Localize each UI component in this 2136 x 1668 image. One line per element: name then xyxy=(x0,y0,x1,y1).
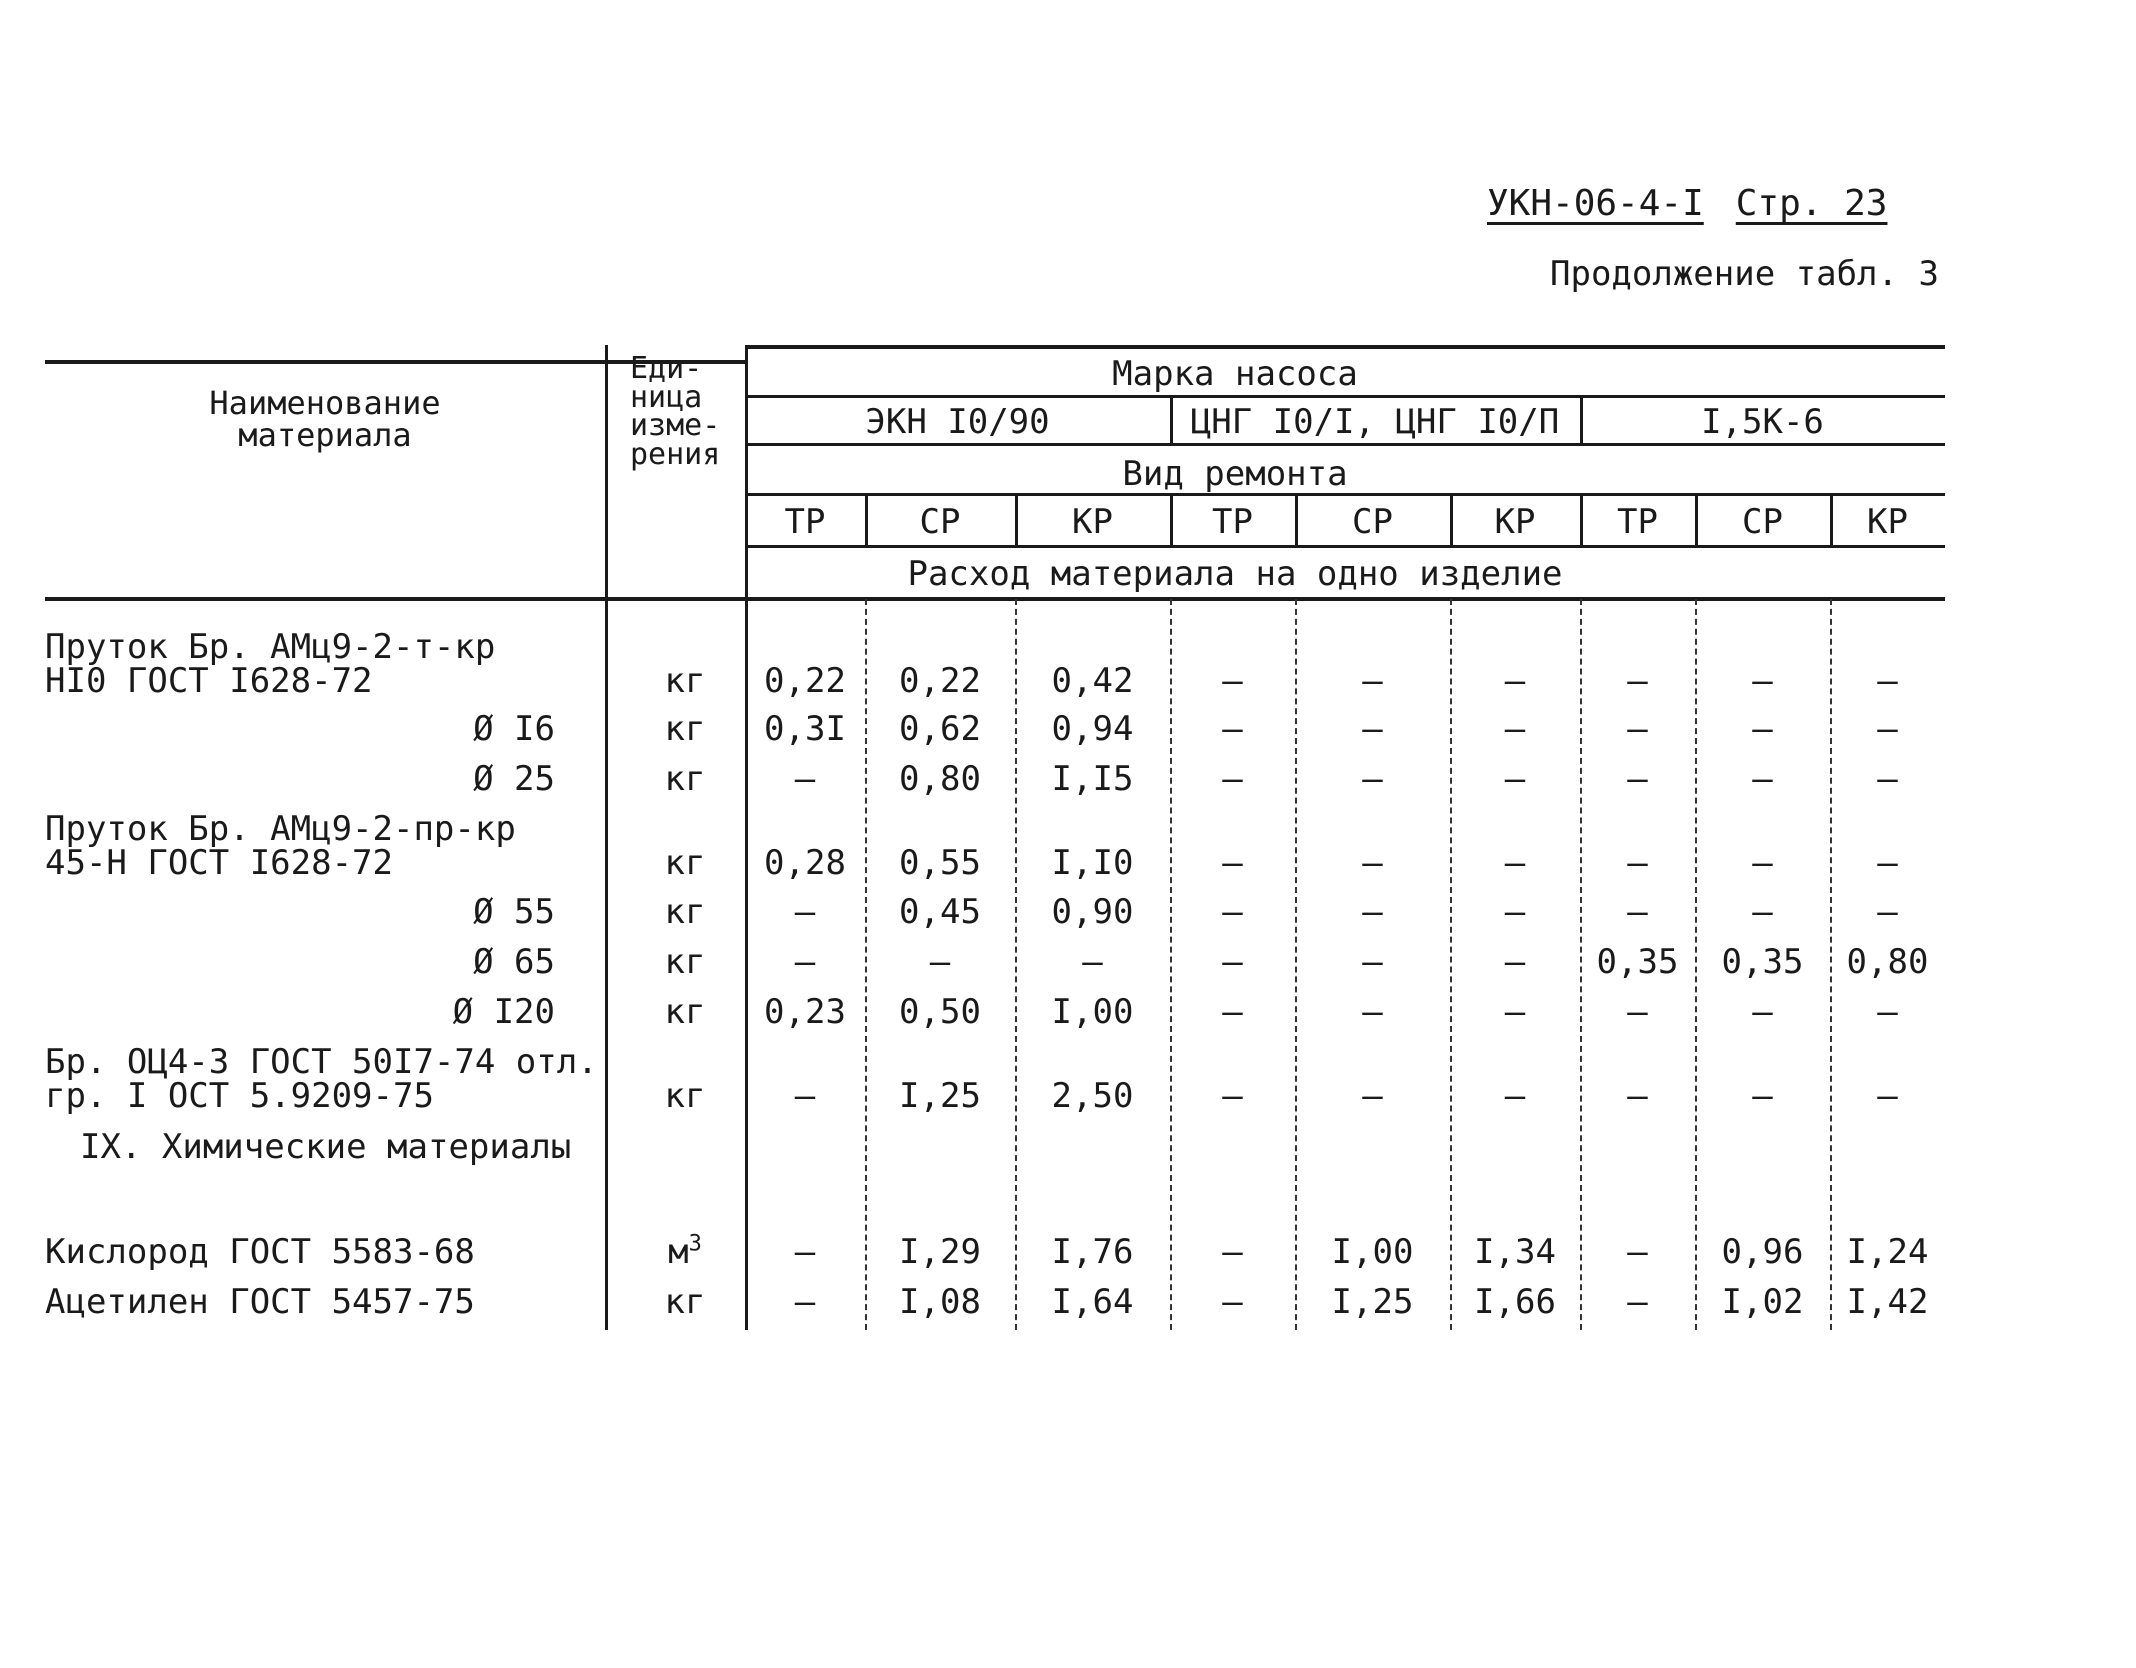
value-cell: – xyxy=(1362,759,1383,799)
value-cell: – xyxy=(1362,709,1383,749)
value-cell: – xyxy=(1877,759,1898,799)
value-cell: 0,23 xyxy=(764,992,846,1032)
unit-cell: кг xyxy=(664,992,706,1032)
value-cell: – xyxy=(1877,709,1898,749)
value-cell: – xyxy=(1877,892,1898,932)
value-cell: – xyxy=(794,1076,816,1116)
value-cell: 0,42 xyxy=(1051,661,1134,701)
value-cell: I,64 xyxy=(1051,1282,1134,1322)
pump-divider-1 xyxy=(1170,395,1173,445)
section-heading: IX. Химические материалы xyxy=(80,1127,572,1167)
value-cell: – xyxy=(1222,759,1243,799)
repair-code-ср: СР xyxy=(919,502,961,542)
value-cell: – xyxy=(1877,661,1898,701)
repair-type-header: Вид ремонта xyxy=(1122,454,1348,494)
table-continuation-label: Продолжение табл. 3 xyxy=(1550,254,1939,294)
pump-model-3: I,5К-6 xyxy=(1701,402,1824,442)
value-cell: – xyxy=(1627,1232,1648,1272)
doc-code-text: УКН-06-4-I xyxy=(1487,183,1704,224)
value-col-divider xyxy=(1580,599,1582,1330)
repair-code-кр: КР xyxy=(1867,502,1908,542)
value-cell: I,34 xyxy=(1474,1232,1556,1272)
value-cell: 0,80 xyxy=(899,759,981,799)
value-cell: I,02 xyxy=(1721,1282,1804,1322)
value-cell: – xyxy=(1222,709,1243,749)
diameter-label: Ø I6 xyxy=(473,709,555,749)
code-divider xyxy=(1170,493,1173,547)
value-col-divider xyxy=(1295,599,1297,1330)
value-cell: – xyxy=(1627,759,1648,799)
value-col-divider xyxy=(1170,599,1172,1330)
value-cell: 0,50 xyxy=(899,992,981,1032)
repair-code-ср: СР xyxy=(1352,502,1393,542)
diameter-label: Ø 55 xyxy=(473,892,555,932)
value-col-divider xyxy=(1450,599,1452,1330)
col-divider-material xyxy=(605,345,608,1330)
unit-cell: кг xyxy=(664,709,706,749)
value-cell: – xyxy=(794,942,816,982)
value-cell: I,29 xyxy=(899,1232,981,1272)
value-cell: 0,22 xyxy=(764,661,846,701)
unit-header: Еди- ница изме- рения xyxy=(630,351,721,472)
value-col-divider xyxy=(1830,599,1832,1330)
code-divider xyxy=(1450,493,1453,547)
material-name: Пруток Бр. АМц9-2-т-кр НI0 ГОСТ I628-72 xyxy=(45,627,496,701)
value-cell: I,42 xyxy=(1846,1282,1929,1322)
value-cell: 0,45 xyxy=(899,892,981,932)
value-cell: 0,28 xyxy=(764,843,846,883)
value-cell: – xyxy=(1362,992,1383,1032)
value-cell: – xyxy=(1082,942,1103,982)
material-name: Пруток Бр. АМц9-2-пр-кр 45-Н ГОСТ I628-72 xyxy=(45,809,516,883)
value-cell: I,00 xyxy=(1331,1232,1414,1272)
diameter-label: Ø 65 xyxy=(473,942,555,982)
code-divider xyxy=(865,493,868,547)
pump-model-2: ЦНГ I0/I, ЦНГ I0/П xyxy=(1190,402,1560,442)
value-cell: – xyxy=(1627,892,1648,932)
value-cell: – xyxy=(1627,992,1648,1032)
rule-under-pumps xyxy=(745,443,1945,446)
value-cell: 0,90 xyxy=(1051,892,1134,932)
value-cell: – xyxy=(929,942,951,982)
value-cell: – xyxy=(794,1232,816,1272)
document-code xyxy=(1487,183,1887,224)
value-cell: – xyxy=(1627,1282,1648,1322)
value-cell: – xyxy=(1752,843,1773,883)
value-cell: 0,55 xyxy=(899,843,981,883)
value-cell: I,25 xyxy=(899,1076,981,1116)
rule-under-codes xyxy=(745,545,1945,548)
value-col-divider xyxy=(1015,599,1017,1330)
value-cell: – xyxy=(1222,661,1243,701)
code-divider xyxy=(1580,493,1583,547)
code-divider xyxy=(1295,493,1298,547)
diameter-label: Ø 25 xyxy=(473,759,555,799)
consumption-header: Расход материала на одно изделие xyxy=(907,554,1563,594)
value-cell: I,00 xyxy=(1051,992,1134,1032)
value-cell: – xyxy=(1752,661,1773,701)
value-cell: – xyxy=(1877,843,1898,883)
value-cell: 0,80 xyxy=(1846,942,1929,982)
code-divider xyxy=(1695,493,1698,547)
value-cell: – xyxy=(794,759,816,799)
value-cell: – xyxy=(1222,1076,1243,1116)
value-cell: 0,35 xyxy=(1721,942,1804,982)
value-cell: – xyxy=(1627,709,1648,749)
rule-header-bottom xyxy=(45,597,1945,601)
rule-under-brand xyxy=(745,395,1945,398)
unit-cell: кг xyxy=(664,1282,706,1322)
page-number: Стр. 23 xyxy=(1735,183,1888,224)
value-cell: – xyxy=(1504,709,1526,749)
value-cell: – xyxy=(1222,1282,1243,1322)
rule-top-right xyxy=(745,345,1945,349)
value-cell: – xyxy=(1752,1076,1773,1116)
code-divider xyxy=(1015,493,1018,547)
value-cell: – xyxy=(1362,892,1383,932)
materials-consumption-table xyxy=(45,345,1945,1330)
value-cell: – xyxy=(1877,992,1898,1032)
unit-cell: кг xyxy=(664,892,706,932)
repair-code-кр: КР xyxy=(1072,502,1113,542)
value-col-divider xyxy=(1695,599,1697,1330)
value-cell: – xyxy=(1504,1076,1526,1116)
value-cell: I,76 xyxy=(1051,1232,1134,1272)
value-cell: – xyxy=(1504,892,1526,932)
value-cell: – xyxy=(1504,759,1526,799)
value-cell: – xyxy=(1504,992,1526,1032)
value-cell: – xyxy=(1752,992,1773,1032)
value-cell: – xyxy=(1222,843,1243,883)
unit-cell: кг xyxy=(664,942,706,982)
diameter-label: Ø I20 xyxy=(452,992,555,1032)
value-cell: I,25 xyxy=(1331,1282,1414,1322)
value-cell: – xyxy=(1504,942,1526,982)
value-cell: – xyxy=(1504,661,1526,701)
value-cell: – xyxy=(794,1282,816,1322)
value-cell: 0,3I xyxy=(764,709,846,749)
unit-cell: $м^3$ xyxy=(668,1231,702,1272)
repair-code-тр: ТР xyxy=(1212,502,1253,542)
value-cell: 0,22 xyxy=(899,661,981,701)
pump-model-1: ЭКН I0/90 xyxy=(865,402,1050,442)
material-name-header: Наименование материала xyxy=(209,384,441,454)
value-cell: – xyxy=(1752,892,1773,932)
value-cell: 0,62 xyxy=(899,709,981,749)
value-cell: – xyxy=(1627,661,1648,701)
material-name: Бр. ОЦ4-3 ГОСТ 50I7-74 отл. гр. I ОСТ 5.9209-75 xyxy=(45,1042,598,1116)
code-divider xyxy=(1830,493,1833,547)
value-cell: I,I5 xyxy=(1051,759,1134,799)
value-cell: – xyxy=(1504,843,1526,883)
value-cell: – xyxy=(794,892,816,932)
value-cell: I,66 xyxy=(1474,1282,1556,1322)
repair-code-тр: ТР xyxy=(784,502,826,542)
value-cell: I,I0 xyxy=(1051,843,1134,883)
repair-code-кр: КР xyxy=(1494,502,1536,542)
unit-exponent: 3 xyxy=(688,1231,702,1257)
value-cell: 0,35 xyxy=(1596,942,1679,982)
unit-cell: кг xyxy=(664,661,706,701)
value-cell: – xyxy=(1752,759,1773,799)
value-cell: – xyxy=(1222,992,1243,1032)
material-name: Кислород ГОСТ 5583-68 xyxy=(45,1232,475,1272)
unit-cell: кг xyxy=(664,843,706,883)
value-cell: 2,50 xyxy=(1051,1076,1134,1116)
value-cell: – xyxy=(1362,661,1383,701)
value-cell: – xyxy=(1362,1076,1383,1116)
value-cell: – xyxy=(1222,942,1243,982)
value-cell: – xyxy=(1627,843,1648,883)
value-cell: – xyxy=(1877,1076,1898,1116)
material-name: Ацетилен ГОСТ 5457-75 xyxy=(45,1282,475,1322)
value-cell: – xyxy=(1362,843,1383,883)
unit-cell: кг xyxy=(664,1076,706,1116)
value-cell: – xyxy=(1627,1076,1648,1116)
pump-brand-header: Марка насоса xyxy=(1112,354,1358,394)
value-cell: – xyxy=(1362,942,1383,982)
value-cell: – xyxy=(1222,1232,1243,1272)
repair-code-тр: ТР xyxy=(1617,502,1658,542)
value-col-divider xyxy=(865,599,867,1330)
value-cell: 0,96 xyxy=(1721,1232,1804,1272)
unit-cell: кг xyxy=(664,759,706,799)
repair-code-ср: СР xyxy=(1742,502,1783,542)
value-cell: – xyxy=(1752,709,1773,749)
pump-divider-2 xyxy=(1580,395,1583,445)
value-cell: I,08 xyxy=(899,1282,981,1322)
col-divider-unit xyxy=(745,345,748,1330)
value-cell: 0,94 xyxy=(1051,709,1134,749)
value-cell: I,24 xyxy=(1846,1232,1929,1272)
value-cell: – xyxy=(1222,892,1243,932)
